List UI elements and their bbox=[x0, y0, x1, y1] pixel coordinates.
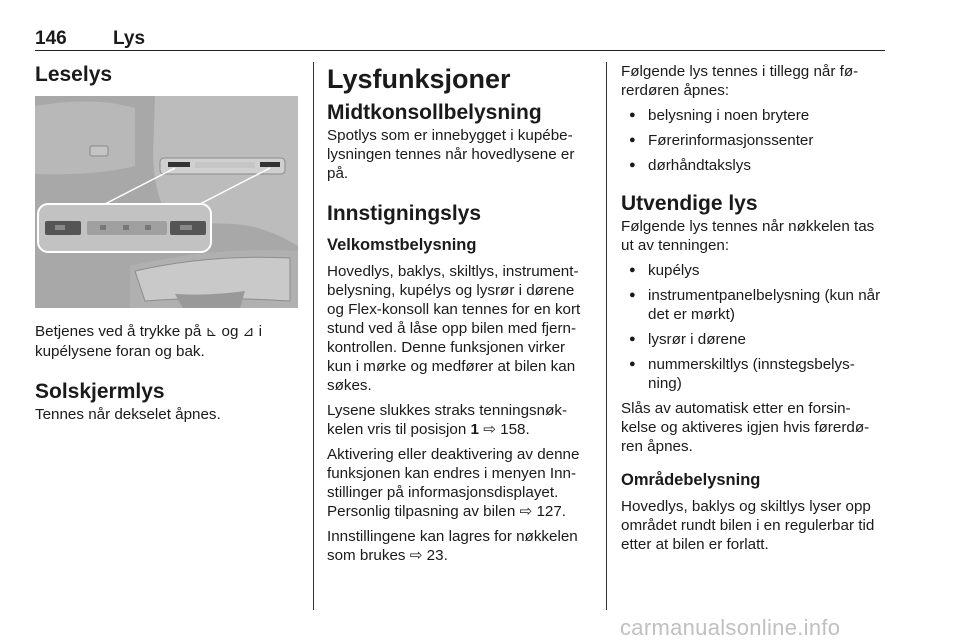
column-1 bbox=[35, 62, 300, 430]
chapter-title: Lysfunksjoner bbox=[327, 64, 511, 94]
solskjermlys-text: Tennes når dekselet åpnes. bbox=[35, 406, 221, 423]
exterior-light-list bbox=[621, 261, 886, 393]
omradebelysning-text: Hovedlys, baklys og skiltlys lyser opp området rundt bilen i en regulerbar tid etter at bilen er forlatt. bbox=[621, 498, 875, 553]
page-reference-127[interactable]: ⇨ 127. bbox=[519, 503, 567, 520]
innstillinger-paragraph: Innstillingene kan lagres for nøkkelen som brukes ⇨ 23. bbox=[327, 528, 578, 564]
section-heading-solskjermlys: Solskjermlys bbox=[35, 380, 165, 403]
column-divider-2 bbox=[606, 62, 607, 610]
interior-light-list bbox=[621, 106, 886, 175]
column-2 bbox=[327, 62, 590, 571]
aktivering-paragraph: Aktivering eller deaktivering av denne funksjonen kan endres i menyen Inn-stillinger på informasjonsdisplayet. Personlig tilpasning av bilen ⇨ 127. bbox=[327, 446, 580, 520]
lysene-paragraph: Lysene slukkes straks tenningsnøk-kelen vris til posisjon 1 ⇨ 158. bbox=[327, 402, 568, 438]
page-reference-23[interactable]: ⇨ 23. bbox=[409, 547, 448, 564]
velkomst-text: Hovedlys, baklys, skiltlys, instrument-belysning, kupélys og lysrør i dørene og Flex-konsoll kan tennes for en kort stund ved å låse opp bilen med fjern-kontrollen. Denne funksjonen virker kun i mørke og medfører at bilen kan søkes. bbox=[327, 263, 581, 394]
page-number: 146 bbox=[35, 28, 67, 49]
list-item: ● kupélys bbox=[621, 261, 886, 280]
list-item: ● belysning i noen brytere bbox=[621, 106, 886, 125]
reading-light-figure bbox=[35, 96, 298, 308]
column-divider-1 bbox=[313, 62, 314, 610]
list-item: ● nummerskiltlys (innstegsbelys-ning) bbox=[621, 355, 886, 393]
list-item: ● lysrør i dørene bbox=[621, 330, 886, 349]
column-3 bbox=[621, 62, 886, 560]
automatic-off-text: Slås av automatisk etter en forsin-kelse og aktiveres igjen hvis førerdø-ren åpnes. bbox=[621, 400, 870, 455]
midtkonsoll-text: Spotlys som er innebygget i kupébe-lysningen tennes når hovedlysene er på. bbox=[327, 127, 575, 182]
subheading-utvendige-lys: Utvendige lys bbox=[621, 192, 758, 215]
section-heading-leselys: Leselys bbox=[35, 63, 113, 86]
front-light-icon: ⊾ bbox=[205, 324, 218, 340]
list-item: ● dørhåndtakslys bbox=[621, 156, 886, 175]
page-header bbox=[35, 28, 885, 51]
caption-paragraph: Betjenes ved å trykke på ⊾ og ⊿ i kupélysene foran og bak. bbox=[35, 323, 263, 360]
utvendige-text: Følgende lys tennes når nøkkelen tas ut av tenningen: bbox=[621, 218, 875, 254]
page-reference-158[interactable]: ⇨ 158. bbox=[483, 421, 530, 438]
list-item: ● instrumentpanelbelysning (kun når det er mørkt) bbox=[621, 286, 886, 324]
subheading-midtkonsoll: Midtkonsollbelysning bbox=[327, 101, 542, 124]
subheading-innstigningslys: Innstigningslys bbox=[327, 202, 482, 225]
subheading-velkomstbelysning: Velkomstbelysning bbox=[327, 236, 477, 254]
watermark: carmanualsonline.info bbox=[620, 615, 841, 640]
subheading-omradebelysning: Områdebelysning bbox=[621, 471, 761, 489]
rear-light-icon: ⊿ bbox=[242, 324, 255, 340]
dorbelysning-intro: Følgende lys tennes i tillegg når fø-rerdøren åpnes: bbox=[621, 63, 859, 99]
reading-light-illustration bbox=[35, 96, 298, 308]
running-head: Lys bbox=[113, 28, 146, 49]
list-item: ● Førerinformasjonssenter bbox=[621, 131, 886, 150]
